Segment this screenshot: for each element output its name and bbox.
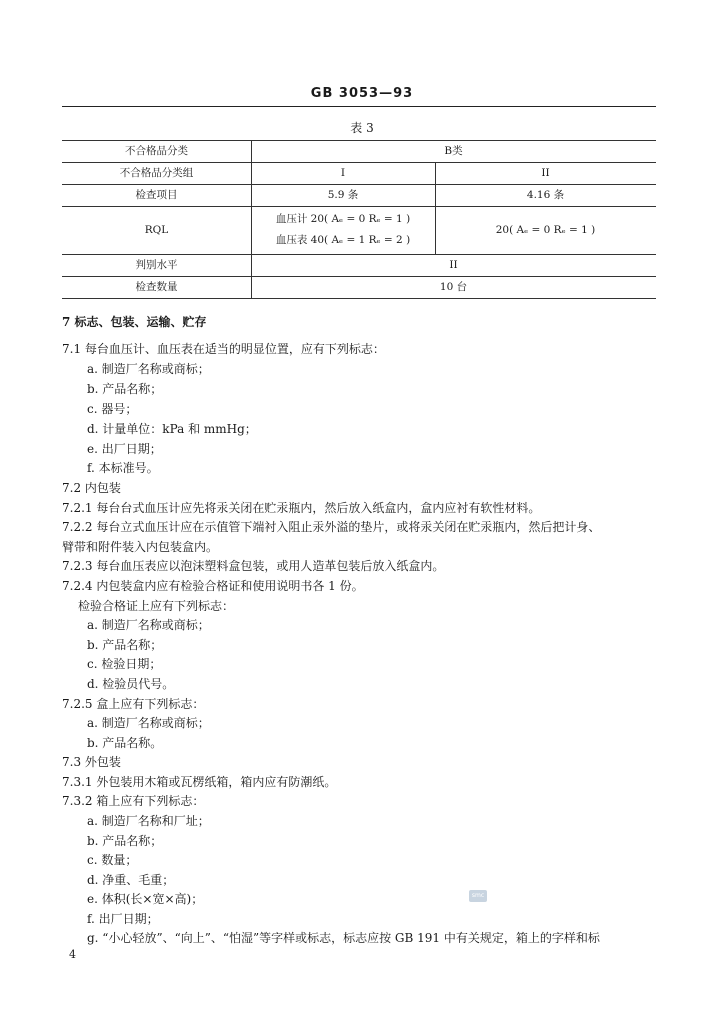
watermark-stamp: smc xyxy=(469,890,487,902)
table-cell-value: 20( Aₑ = 0 Rₑ = 1 ) xyxy=(495,224,596,236)
list-item: a. 制造厂名称或商标； xyxy=(87,618,210,632)
list-item: b. 产品名称。 xyxy=(87,736,163,750)
clause-text: 臂带和附件装入内包装盒内。 xyxy=(62,540,219,554)
table-cell-value: 10 台 xyxy=(439,281,468,293)
clause-text: 7.2.2 每台立式血压计应在示值管下端衬入阻止汞外溢的垫片，或将汞关闭在贮汞瓶内，然后把计身、 xyxy=(62,520,601,534)
list-item: f. 出厂日期； xyxy=(87,912,159,926)
table-cell-label: 不合格品分类组 xyxy=(119,167,194,179)
table-3 xyxy=(62,140,656,299)
list-item: a. 制造厂名称或商标； xyxy=(87,362,210,376)
clause-text: 7.3.1 外包装用木箱或瓦楞纸箱，箱内应有防潮纸。 xyxy=(62,775,337,789)
list-item: b. 产品名称； xyxy=(87,834,163,848)
section-heading: 7 标志、包装、运输、贮存 xyxy=(62,315,207,329)
clause-text: 7.3.2 箱上应有下列标志： xyxy=(62,794,205,808)
table-cell-value: 5.9 条 xyxy=(327,189,359,201)
table-title: 表 3 xyxy=(350,121,374,135)
clause-text: 7.2.3 每台血压表应以泡沫塑料盒包装，或用人造革包装后放入纸盒内。 xyxy=(62,559,445,573)
table-cell-value: II xyxy=(449,259,458,271)
list-item: e. 出厂日期； xyxy=(87,442,162,456)
clause-text: 检验合格证上应有下列标志： xyxy=(78,599,235,613)
list-item: d. 计量单位：kPa 和 mmHg； xyxy=(87,422,257,436)
list-item: f. 本标准号。 xyxy=(87,461,159,475)
standard-code-header: GB 3053—93 xyxy=(310,86,414,101)
clause-text: 7.2.5 盒上应有下列标志： xyxy=(62,697,205,711)
table-cell-value: 4.16 条 xyxy=(526,189,565,201)
table-cell-value: II xyxy=(541,167,550,179)
list-item: b. 产品名称； xyxy=(87,638,163,652)
clause-text: 7.2.1 每台台式血压计应先将汞关闭在贮汞瓶内，然后放入纸盒内，盒内应衬有软性材料。 xyxy=(62,501,541,515)
list-item: g. “小心轻放”、“向上”、“怕湿”等字样或标志，标志应按 GB 191 中有关规定，箱上的字样和标 xyxy=(87,931,600,945)
table-cell-label: 检查项目 xyxy=(135,189,178,201)
list-item: c. 器号； xyxy=(87,402,138,416)
table-cell-value: 血压表 40( Aₑ = 1 Rₑ = 2 ) xyxy=(275,234,411,246)
clause-heading: 7.3 外包装 xyxy=(62,755,121,769)
table-cell-label: RQL xyxy=(144,224,169,236)
clause-text: 7.2.4 内包装盒内应有检验合格证和使用说明书各 1 份。 xyxy=(62,579,364,593)
table-rule xyxy=(62,206,656,207)
list-item: c. 检验日期； xyxy=(87,657,162,671)
table-cell-value: I xyxy=(340,167,346,179)
table-cell-label: 不合格品分类 xyxy=(125,145,188,157)
list-item: c. 数量； xyxy=(87,853,138,867)
table-cell-label: 判别水平 xyxy=(135,259,178,271)
list-item: a. 制造厂名称或商标； xyxy=(87,716,210,730)
table-cell-value: B类 xyxy=(444,145,463,157)
table-cell-value: 血压计 20( Aₑ = 0 Rₑ = 1 ) xyxy=(275,213,411,225)
list-item: b. 产品名称； xyxy=(87,382,163,396)
list-item: e. 体积(长×宽×高)； xyxy=(87,892,204,906)
list-item: d. 净重、毛重； xyxy=(87,873,175,887)
clause-heading: 7.2 内包装 xyxy=(62,481,121,495)
header-rule xyxy=(62,106,656,107)
list-item: d. 检验员代号。 xyxy=(87,677,175,691)
list-item: a. 制造厂名称和厂址； xyxy=(87,814,210,828)
table-bottom-rule xyxy=(62,298,656,299)
table-cell-label: 检查数量 xyxy=(135,281,178,293)
page-number: 4 xyxy=(69,948,76,961)
clause-text: 7.1 每台血压计、血压表在适当的明显位置，应有下列标志： xyxy=(62,342,385,356)
